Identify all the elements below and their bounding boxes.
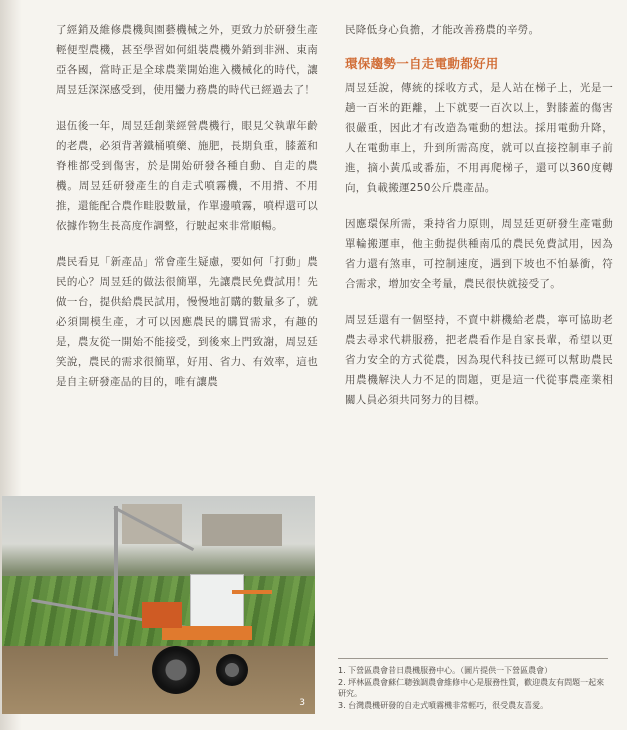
- background-building: [202, 514, 282, 546]
- paragraph: 周昱廷說，傳統的採收方式，是人站在梯子上，光是一趟一百米的距離，上下就要一百次以上，對膝蓋的傷害很嚴重，因此才有改造為電動的想法。採用電動升降，人在電動車上，升到所需高度，就可以直接控制車子前進，摘小黃瓜或番茄，不用再爬梯子，還可以360度轉向，負載搬運250公斤農產品。: [345, 82, 613, 194]
- sprayer-photo: [2, 496, 315, 714]
- photo-captions: [338, 658, 608, 712]
- photo-number: 3: [299, 698, 305, 708]
- right-text-column: [345, 20, 613, 426]
- left-text-column: [56, 20, 318, 408]
- paragraph: 因應環保所需，秉持省力原則，周昱廷更研發生產電動單輪搬運車，他主動提供種南瓜的農民免費試用，因為省力還有煞車，可控制速度，遇到下坡也不怕暴衝，符合需求，增加安全考量，農民很快就接受了。: [345, 218, 613, 290]
- paragraph: 周昱廷還有一個堅持，不賣中耕機給老農，寧可協助老農去尋求代耕服務，把老農看作是自家長輩，希望以更省力安全的方式從農，因為現代科技已經可以幫助農民用農機解決人力不足的問題，更是這一代從事農產業相關人員必須共同努力的目標。: [345, 314, 613, 406]
- paragraph: 民降低身心負擔，才能改善務農的辛勞。: [345, 24, 540, 36]
- caption-item: 2. 坪林區農會蘇仁聰強調農會維修中心是服務性質，歡迎農友有問題一起來研究。: [338, 678, 605, 698]
- caption-item: 1. 下營區農會昔日農機服務中心。（圖片提供一下營區農會）: [338, 666, 553, 675]
- machine-wheel: [152, 646, 200, 694]
- machine-chassis: [162, 626, 252, 640]
- engine-housing: [142, 602, 182, 628]
- section-heading: 環保趨勢一自走電動都好用: [345, 56, 499, 71]
- paragraph: 退伍後一年，周昱廷創業經營農機行，眼見父執輩年齡的老農，必須背著鐵桶噴藥、施肥，長期負重，膝蓋和脊椎都受到傷害，於是開始研發各種自動、自走的農機。周昱廷研發產生的自走式噴霧機，不用揹、不用推，還能配合農作畦股數量，作單邊噴霧，噴桿還可以依據作物生長高度作調整，行駛起來非常順暢。: [56, 120, 318, 232]
- handlebar: [232, 590, 272, 594]
- paragraph: 農民看見「新產品」常會產生疑慮，要如何「打動」農民的心？周昱廷的做法很簡單，先讓農民免費試用！先做一台，提供給農民試用，慢慢地訂購的數量多了，就必須開模生產，才可以因應農民的購買需求，有趣的是，農友從一開始不能接受，到後來上門致謝，周昱廷笑說，農民的需求很簡單，好用、省力、有效率，這也是自主研發產品的目的，唯有讓農: [56, 256, 318, 388]
- paragraph: 了經銷及維修農機與園藝機械之外，更致力於研發生產輕便型農機，甚至學習如何組裝農機外銷到非洲、東南亞各國，當時正是全球農業開始進入機械化的時代，讓周昱廷深深感受到，使用蠻力務農的時代已經過去了！: [56, 24, 318, 96]
- caption-item: 3. 台灣農機研發的自走式噴霧機非常輕巧，很受農友喜愛。: [338, 701, 549, 710]
- machine-wheel: [216, 654, 248, 686]
- sprayer-boom-frame: [114, 506, 118, 656]
